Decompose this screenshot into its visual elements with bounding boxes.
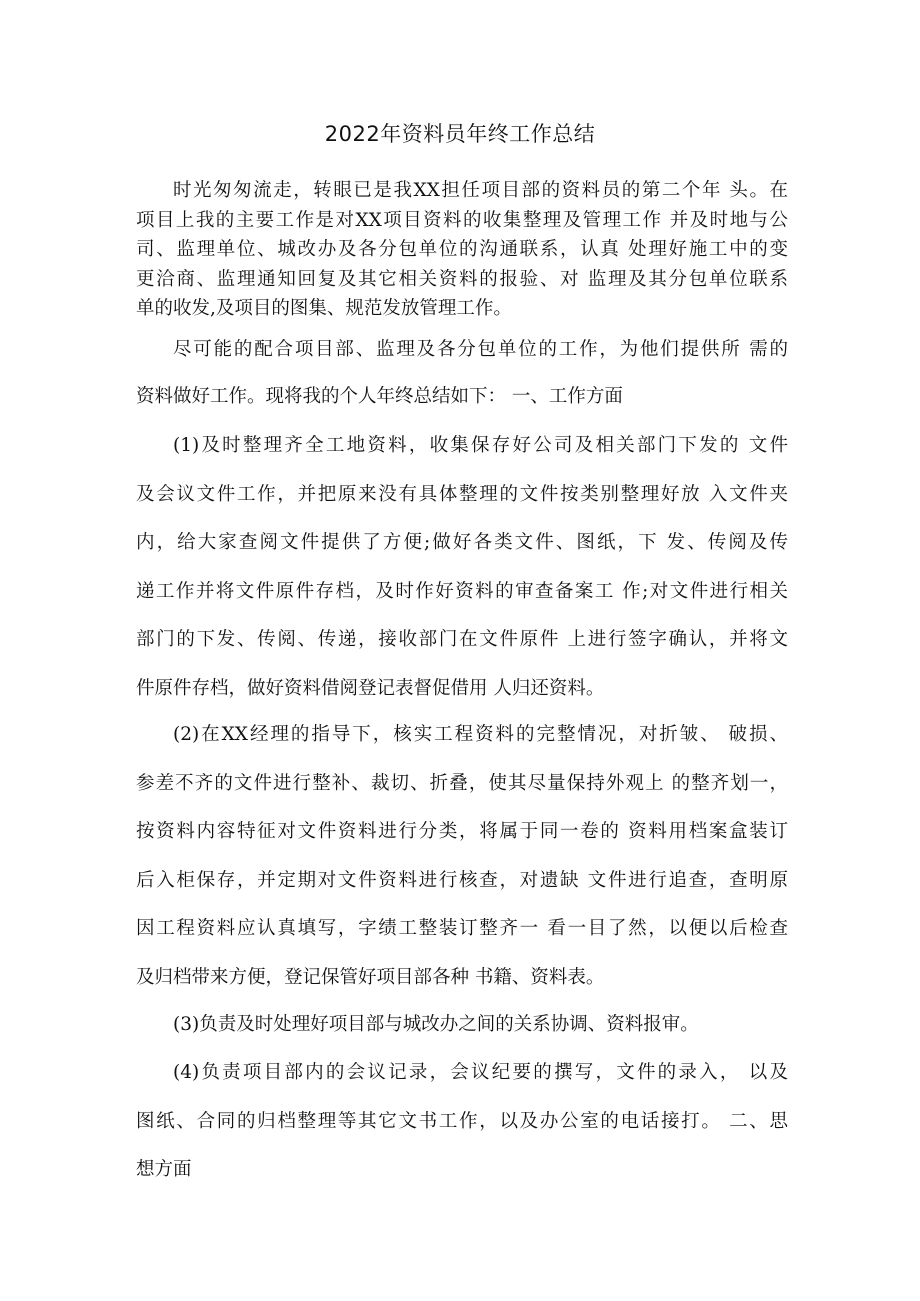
paragraph-6 xyxy=(136,1049,788,1195)
paragraph-line: (1)及时整理齐全工地资料，收集保存好公司及相关部门下发的 文件 xyxy=(173,435,788,456)
paragraph-line: 内，给大家查阅文件提供了方便;做好各类文件、图纸，下 发、传阅及传 xyxy=(136,532,788,553)
paragraph-line: 因工程资料应认真填写，字绩工整装订整齐一 看一目了然，以便以后检查 xyxy=(136,918,788,939)
paragraph-5 xyxy=(136,1001,788,1050)
document-title: 2022年资料员年终工作总结 xyxy=(324,122,596,146)
paragraph-line: 项目上我的主要工作是对XX项目资料的收集整理及管理工作 并及时地与公 xyxy=(136,209,788,231)
paragraph-line: (2)在XX经理的指导下，核实工程资料的完整情况，对折皱、 破损、 xyxy=(173,724,788,745)
paragraph-line: (3)负责及时处理好项目部与城改办之间的关系协调、资料报审。 xyxy=(173,1014,699,1035)
paragraph-line: 参差不齐的文件进行整补、裁切、折叠，使其尽量保持外观上 的整齐划一， xyxy=(136,772,788,794)
paragraph-line: 想方面 xyxy=(136,1159,192,1180)
paragraph-line: 按资料内容特征对文件资料进行分类，将属于同一卷的 资料用档案盒装订 xyxy=(136,821,788,842)
paragraph-1 xyxy=(136,176,788,324)
paragraph-line: 及归档带来方便，登记保管好项目部各种 书籍、资料表。 xyxy=(136,966,605,988)
paragraph-line: 图纸、合同的归档整理等其它文书工作，以及办公室的电话接打。 二、思 xyxy=(136,1110,788,1132)
paragraph-line: (4)负责项目部内的会议记录，会议纪要的撰写，文件的录入， 以及 xyxy=(173,1062,788,1083)
paragraph-line: 及会议文件工作，并把原来没有具体整理的文件按类别整理好放 入文件夹 xyxy=(136,483,788,505)
paragraph-line: 资料做好工作。现将我的个人年终总结如下： 一、工作方面 xyxy=(136,386,623,407)
paragraph-line: 后入柜保存，并定期对文件资料进行核查，对遗缺 文件进行追查，查明原 xyxy=(136,869,788,891)
paragraph-line: 时光匆匆流走，转眼已是我XX担任项目部的资料员的第二个年 头。在 xyxy=(173,180,788,201)
paragraph-line: 司、监理单位、城改办及各分包单位的沟通联系，认真 处理好施工中的变 xyxy=(136,239,788,260)
paragraph-line: 尽可能的配合项目部、监理及各分包单位的工作，为他们提供所 需的 xyxy=(173,339,788,360)
paragraph-line: 更洽商、监理通知回复及其它相关资料的报验、对 监理及其分包单位联系 xyxy=(136,268,788,290)
paragraph-line: 递工作并将文件原件存档，及时作好资料的审查备案工 作;对文件进行相关 xyxy=(136,580,788,602)
paragraph-2 xyxy=(136,326,788,420)
paragraph-line: 件原件存档，做好资料借阅登记表督促借用 人归还资料。 xyxy=(136,677,605,699)
paragraph-4 xyxy=(136,711,788,1002)
paragraph-line: 部门的下发、传阅、传递，接收部门在文件原件 上进行签字确认，并将文 xyxy=(136,629,788,650)
paragraph-3 xyxy=(136,422,788,713)
paragraph-line: 单的收发,及项目的图集、规范发放管理工作。 xyxy=(136,298,512,319)
